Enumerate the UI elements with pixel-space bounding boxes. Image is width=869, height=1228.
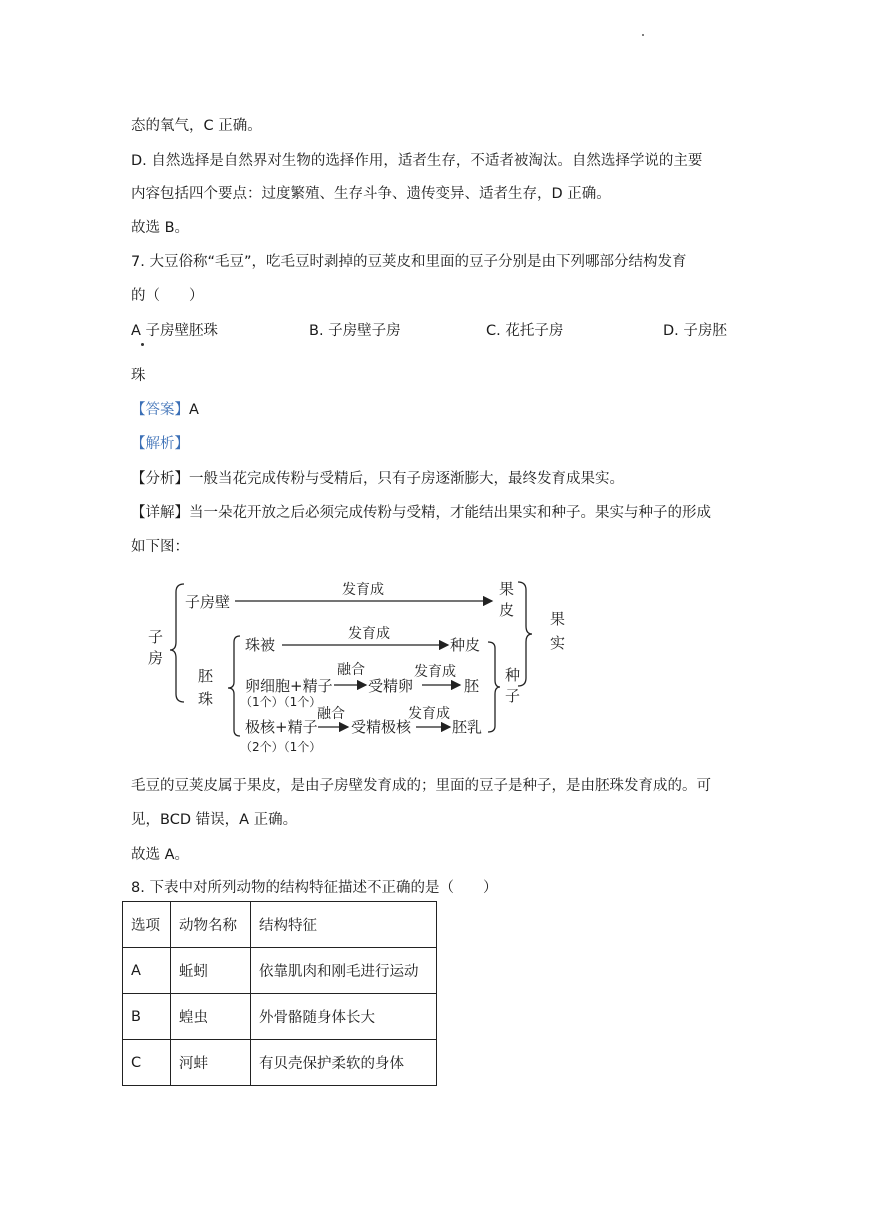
fruit-seed-formation-diagram	[140, 570, 580, 760]
table-header: 选项	[123, 902, 171, 948]
analysis-tag: 【解析】	[131, 436, 189, 452]
zygote-label: 受精卵	[368, 677, 414, 695]
conclusion-text: 毛豆的豆荚皮属于果皮，是由子房壁发育成的；里面的豆子是种子，是由胚珠发育成的。可	[131, 778, 711, 794]
seed-label-2: 子	[505, 687, 521, 705]
fruit-label-2: 实	[550, 634, 566, 652]
seed-coat-label: 种皮	[450, 636, 481, 654]
text-line: 态的氧气，C 正确。	[131, 118, 262, 134]
ovary-wall-label: 子房壁	[185, 593, 231, 611]
table-cell: 有贝壳保护柔软的身体	[251, 1040, 437, 1086]
question-7: 7. 大豆俗称“毛豆”，吃毛豆时剥掉的豆荚皮和里面的豆子分别是由下列哪部分结构发育	[131, 254, 687, 270]
fruit-label-1: 果	[550, 610, 566, 628]
table-cell: 蝗虫	[171, 994, 251, 1040]
table-cell: C	[123, 1040, 171, 1086]
option-d-cont: 珠	[131, 368, 146, 384]
final-answer: 故选 A。	[131, 847, 190, 863]
option-a: A 子房壁胚珠	[131, 323, 219, 339]
table-cell: 蚯蚓	[171, 948, 251, 994]
table-cell: A	[123, 948, 171, 994]
pericarp-label-1: 果	[499, 580, 515, 598]
answer-line	[131, 398, 199, 419]
table-row	[123, 994, 437, 1040]
option-d: D. 子房胚	[663, 323, 727, 339]
seed-brace	[488, 642, 500, 732]
animal-features-table	[122, 901, 437, 1086]
table-header: 动物名称	[171, 902, 251, 948]
develops-into-label: 发育成	[408, 706, 450, 722]
conclusion: 故选 B。	[131, 220, 190, 236]
develops-into-label: 发育成	[348, 626, 390, 642]
answer-value: A	[189, 402, 199, 418]
table-row	[123, 1040, 437, 1086]
develops-into-label: 发育成	[414, 664, 456, 680]
count-label-1: （1个）（1个）	[240, 695, 322, 709]
ovule-label-1: 胚	[198, 667, 214, 685]
ovary-label-1: 子	[148, 628, 164, 646]
ovule-label-2: 珠	[198, 690, 214, 708]
egg-sperm-label: 卵细胞+精子	[245, 677, 333, 695]
endosperm-label: 胚乳	[452, 718, 483, 736]
seed-label-1: 种	[505, 666, 521, 684]
answer-tag: 【答案】	[131, 402, 189, 418]
fertilized-polar-nuclei-label: 受精极核	[351, 718, 412, 736]
option-c: C. 花托子房	[486, 323, 564, 339]
pericarp-label-2: 皮	[499, 601, 515, 619]
detail-text: 【详解】当一朵花开放之后必须完成传粉与受精，才能结出果实和种子。果实与种子的形成	[131, 505, 711, 521]
question-7-cont: 的（ ）	[131, 288, 204, 304]
fusion-label: 融合	[337, 662, 365, 678]
integument-label: 珠被	[245, 636, 276, 654]
table-cell: 依靠肌肉和刚毛进行运动	[251, 948, 437, 994]
fusion-label: 融合	[317, 706, 345, 722]
table-header: 结构特征	[251, 902, 437, 948]
develops-into-label: 发育成	[342, 582, 384, 598]
option-d-explanation: D. 自然选择是自然界对生物的选择作用，适者生存，不适者被淘汰。自然选择学说的主要	[131, 153, 703, 169]
table-header-row	[123, 902, 437, 948]
fruit-brace	[518, 582, 532, 686]
table-row	[123, 948, 437, 994]
ovule-brace	[228, 636, 240, 736]
count-label-2: （2个）（1个）	[240, 740, 322, 754]
polar-nuclei-sperm-label: 极核+精子	[245, 718, 318, 736]
table-cell: 外骨骼随身体长大	[251, 994, 437, 1040]
emphasis-dot	[141, 343, 144, 346]
ovary-brace	[170, 584, 184, 702]
text-line: 内容包括四个要点：过度繁殖、生存斗争、遗传变异、适者生存，D 正确。	[131, 186, 611, 202]
conclusion-text-cont: 见，BCD 错误，A 正确。	[131, 812, 298, 828]
table-cell: 河蚌	[171, 1040, 251, 1086]
option-b: B. 子房壁子房	[309, 323, 401, 339]
ovary-label-2: 房	[148, 649, 164, 667]
page-dot-mark	[642, 34, 644, 36]
question-8: 8. 下表中对所列动物的结构特征描述不正确的是（ ）	[131, 880, 498, 896]
analysis-text: 【分析】一般当花完成传粉与受精后，只有子房逐渐膨大，最终发育成果实。	[131, 471, 624, 487]
embryo-label: 胚	[464, 677, 480, 695]
detail-text-cont: 如下图：	[131, 539, 189, 555]
table-cell: B	[123, 994, 171, 1040]
